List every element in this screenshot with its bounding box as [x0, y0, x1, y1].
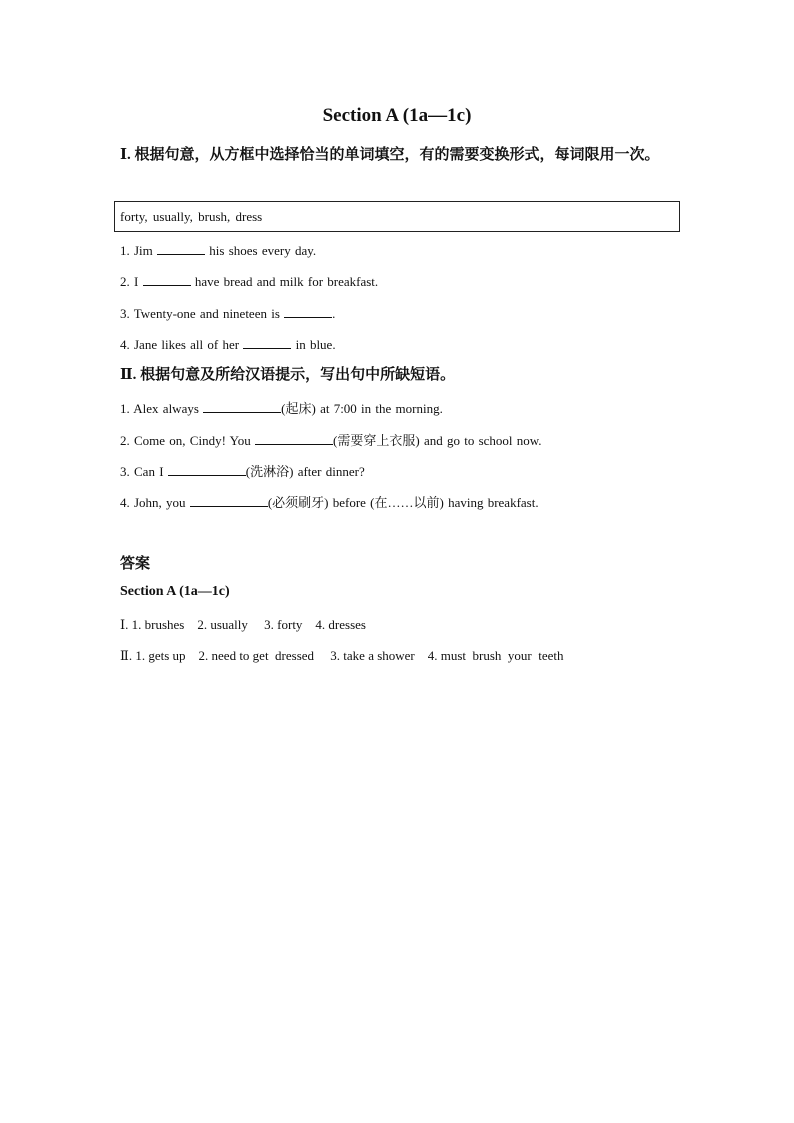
word-box: forty, usually, brush, dress [114, 201, 680, 232]
part1-item-4 [120, 336, 336, 353]
item-text-before: 1. Alex always [120, 401, 204, 416]
item-text-after: (洗淋浴) after dinner? [245, 464, 365, 479]
answer-blank[interactable] [143, 273, 191, 286]
item-text-before: 2. I [120, 274, 143, 289]
item-text-after: (起床) at 7:00 in the morning. [281, 401, 443, 416]
page-title: Section A (1a—1c) [322, 105, 472, 126]
answer-blank[interactable] [168, 463, 246, 476]
item-text-after: in blue. [291, 337, 336, 352]
answer-blank[interactable] [284, 305, 332, 318]
part2-item-4 [120, 492, 539, 511]
answers-part1: Ⅰ. 1. brushes 2. usually 3. forty 4. dresses [120, 617, 366, 632]
item-text-before: 2. Come on, Cindy! You [120, 433, 256, 448]
answer-blank[interactable] [203, 400, 281, 413]
part2-item-1 [120, 398, 443, 417]
part1-item-3 [120, 305, 335, 322]
answer-blank[interactable] [157, 242, 205, 255]
item-text-after: (必须刷牙) before (在……以前) having breakfast. [267, 495, 539, 510]
item-text-after: (需要穿上衣服) and go to school now. [333, 433, 542, 448]
part1-heading: Ⅰ. 根据句意，从方框中选择恰当的单词填空，有的需要变换形式，每词限用一次。 [120, 147, 660, 163]
item-text-before: 4. Jane likes all of her [120, 337, 244, 352]
item-text-after: his shoes every day. [205, 243, 317, 258]
item-text-before: 3. Twenty-one and nineteen is [120, 306, 285, 321]
item-text-after: . [332, 306, 336, 321]
item-text-before: 1. Jim [120, 243, 158, 258]
item-text-before: 3. Can I [120, 464, 168, 479]
part2-item-3 [120, 461, 365, 480]
answer-blank[interactable] [243, 336, 291, 349]
answers-part2: Ⅱ. 1. gets up 2. need to get dressed 3. take a shower 4. must brush your teeth [120, 648, 564, 663]
part1-item-1 [120, 242, 316, 259]
answer-blank[interactable] [255, 432, 333, 445]
item-text-after: have bread and milk for breakfast. [190, 274, 379, 289]
answers-title: 答案 [120, 556, 151, 572]
answer-blank[interactable] [190, 494, 268, 507]
answers-section-title: Section A (1a—1c) [120, 584, 230, 599]
part2-heading: Ⅱ. 根据句意及所给汉语提示，写出句中所缺短语。 [120, 367, 456, 383]
part1-item-2 [120, 273, 378, 290]
part2-item-2 [120, 430, 542, 449]
item-text-before: 4. John, you [120, 495, 190, 510]
